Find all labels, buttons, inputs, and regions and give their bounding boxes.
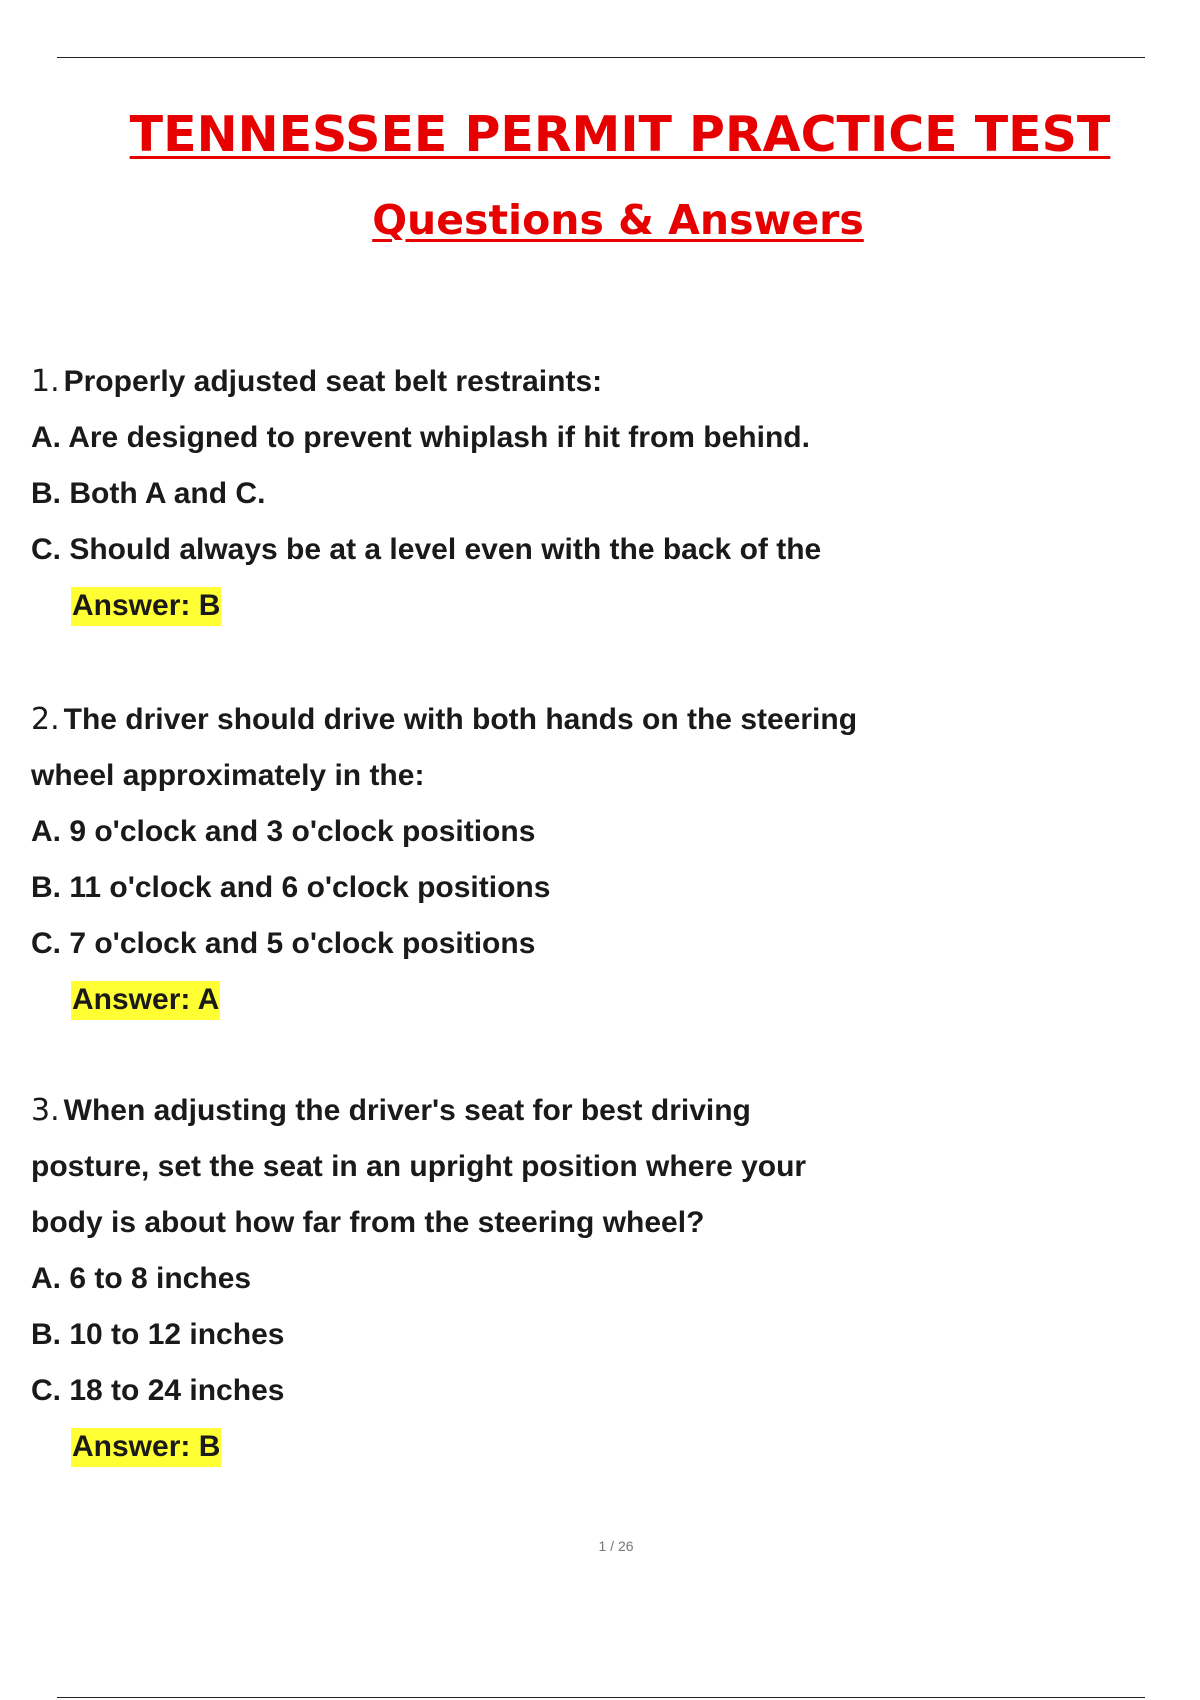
answer-highlight: Answer: A <box>71 981 220 1020</box>
option-a: A. Are designed to prevent whiplash if hit from behind. <box>31 421 810 454</box>
page-number: 1 / 26 <box>598 1538 634 1554</box>
option-c: C. Should always be at a level even with the back of the <box>31 533 822 566</box>
question-number: 1. <box>31 364 60 399</box>
answer-highlight: Answer: B <box>71 1428 221 1467</box>
question-line: body is about how far from the steering wheel? <box>31 1206 705 1239</box>
document-title: TENNESSEE PERMIT PRACTICE TEST <box>129 106 1111 163</box>
answer-line <box>71 578 1131 634</box>
option-c: C. 7 o'clock and 5 o'clock positions <box>31 927 536 960</box>
option-b: B. 11 o'clock and 6 o'clock positions <box>31 871 551 904</box>
question-2 <box>31 692 1131 1028</box>
question-text <box>31 692 1131 748</box>
option-b: B. Both A and C. <box>31 477 266 510</box>
bottom-rule <box>57 1697 1145 1698</box>
top-rule <box>57 57 1145 58</box>
question-number: 3. <box>31 1093 60 1128</box>
question-line: When adjusting the driver's seat for best driving <box>63 1094 751 1127</box>
question-line: wheel approximately in the: <box>31 759 425 792</box>
answer-line <box>71 972 1131 1028</box>
question-3 <box>31 1083 1131 1475</box>
question-text <box>31 354 1131 410</box>
question-text <box>31 1083 1131 1139</box>
question-line: Properly adjusted seat belt restraints: <box>63 365 603 398</box>
question-1 <box>31 354 1131 634</box>
option-a: A. 6 to 8 inches <box>31 1262 252 1295</box>
question-line: posture, set the seat in an upright position where your <box>31 1150 807 1183</box>
option-b: B. 10 to 12 inches <box>31 1318 285 1351</box>
question-number: 2. <box>31 702 60 737</box>
document-subtitle: Questions & Answers <box>372 196 864 244</box>
option-c: C. 18 to 24 inches <box>31 1374 285 1407</box>
answer-highlight: Answer: B <box>71 587 221 626</box>
answer-line <box>71 1419 1131 1475</box>
option-a: A. 9 o'clock and 3 o'clock positions <box>31 815 536 848</box>
question-line: The driver should drive with both hands on the steering <box>63 703 858 736</box>
